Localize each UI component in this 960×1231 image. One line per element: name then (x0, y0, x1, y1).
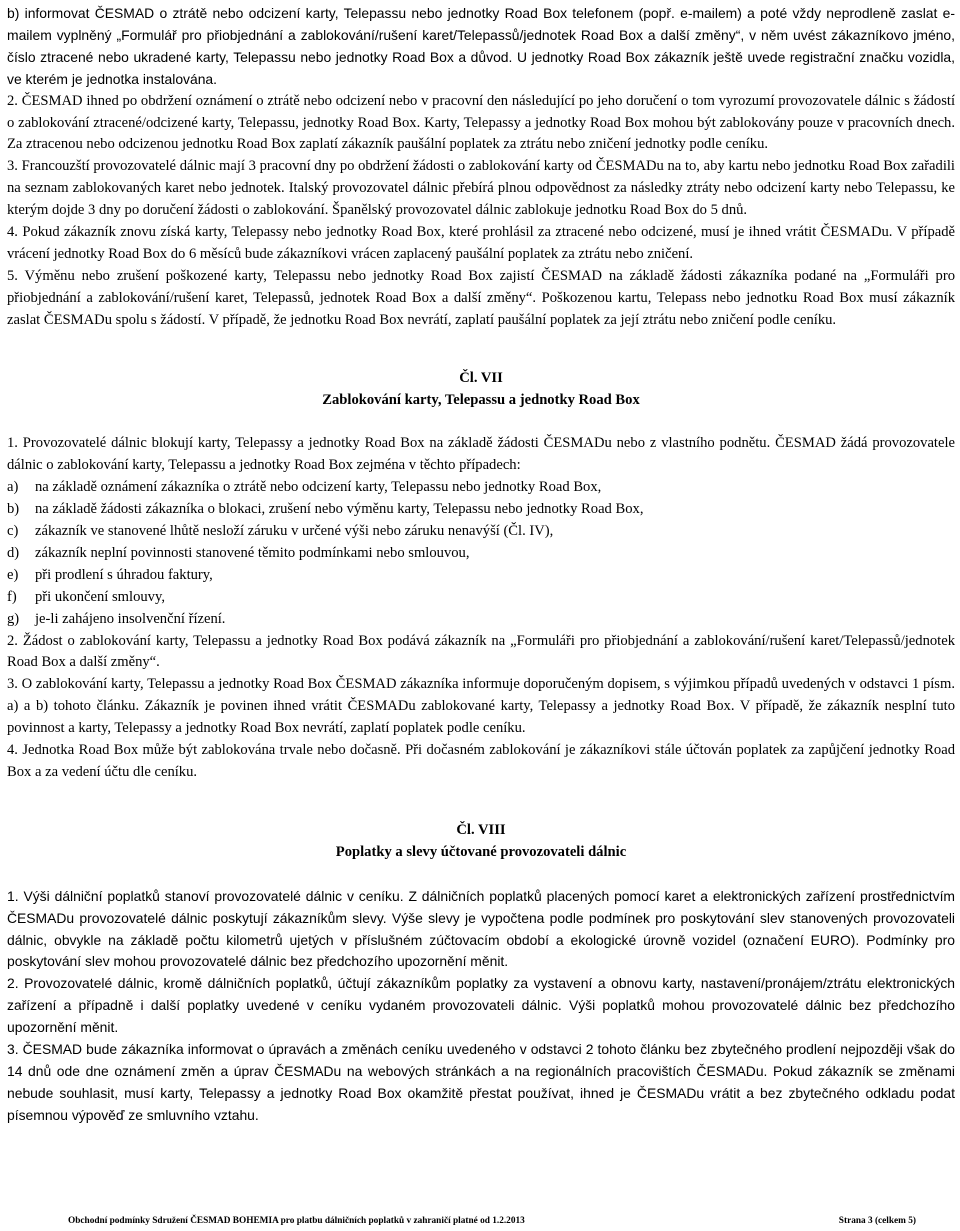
article-8-paragraph-3: 3. ČESMAD bude zákazníka informovat o úpravách a změnách ceníku uvedeného v odstavci 2 tohoto článku bez zbytečného prodlení nejpozději však do 14 dnů ode dne oznámení změn a úprav ČESMADu na webových stránkách a na regionálních pracovištích ČESMADu. Pokud zákazník se změnami nebude souhlasit, musí karty, Telepassy a jednotky Road Box okamžitě přestat používat, ihned je ČESMADu vrátit a bez zbytečného odkladu podat písemnou výpověď ze smluvního vztahu. (7, 1041, 955, 1123)
list-item (7, 477, 955, 499)
document-page (7, 3, 955, 1127)
list-item-text: při prodlení s úhradou faktury, (35, 566, 213, 583)
article-8-number: Čl. VIII (456, 821, 506, 838)
list-item-text: je-li zahájeno insolvenční řízení. (35, 610, 226, 627)
paragraph-b: b) informovat ČESMAD o ztrátě nebo odcizení karty, Telepassu nebo jednotky Road Box telefonem (popř. e-mailem) a poté vždy neprodleně zaslat e-mailem vyplněný „Formulář pro přiobjednání a zablokování/rušení karet/Telepassů/jednotek Road Box a další změny“, v něm uvést zákazníkovo jméno, číslo ztracené nebo ukradené karty, Telepassu nebo jednotky Road Box a důvod. U jednotky Road Box zákazník ještě uvede registrační značku vozidla, ve kterém je jednotka instalována. (7, 5, 955, 87)
footer-page-number: Strana 3 (celkem 5) (838, 1216, 916, 1226)
list-item-text: na základě oznámení zákazníka o ztrátě nebo odcizení karty, Telepassu nebo jednotky Road Box, (35, 479, 602, 496)
list-item-text: při ukončení smlouvy, (35, 588, 165, 605)
list-item (7, 499, 955, 521)
list-item-label: f) (7, 588, 17, 605)
list-item-text: zákazník neplní povinnosti stanovené těmito podmínkami nebo smlouvou, (35, 544, 470, 561)
article-7-paragraph-2: 2. Žádost o zablokování karty, Telepassu a jednotky Road Box podává zákazník na „Formuláři pro přiobjednání a zablokování/rušení karet/Telepassů/jednotek Road Box a další změny“. (7, 632, 955, 671)
article-7-title: Zablokování karty, Telepassu a jednotky Road Box (322, 391, 640, 408)
paragraph-2: 2. ČESMAD ihned po obdržení oznámení o ztrátě nebo odcizení nebo v pracovní den následující po jeho doručení o tom vyrozumí provozovatele dálnic s žádostí o zablokování ztracené/odcizené karty, Telepassu, jednotky Road Box. Karty, Telepassy a jednotky Road Box mohou být zablokovány pouze v pracovních dnech. Za ztracenou nebo odcizenou jednotku Road Box zaplatí zákazník paušální poplatek za ztrátu nebo zničení jednotky podle ceníku. (7, 92, 955, 153)
list-item-text: zákazník ve stanovené lhůtě nesloží záruku v určené výši nebo záruku nenavýší (Čl. IV), (35, 523, 554, 540)
article-8-title: Poplatky a slevy účtované provozovateli dálnic (335, 843, 627, 860)
list-item-text: na základě žádosti zákazníka o blokaci, zrušení nebo výměnu karty, Telepassu nebo jednotky Road Box, (35, 501, 644, 518)
list-item (7, 521, 955, 543)
list-item (7, 587, 955, 609)
paragraph-5: 5. Výměnu nebo zrušení poškozené karty, Telepassu nebo jednotky Road Box zajistí ČESMAD na základě žádosti zákazníka podané na „Formuláři pro přiobjednání a zablokování/rušení karet, Telepassů, jednotek Road Box a další změny“. Poškozenou kartu, Telepass nebo jednotku Road Box musí zákazník zaslat ČESMADu spolu s žádostí. V případě, že jednotku Road Box nevrátí, zaplatí paušální poplatek za její ztrátu nebo zničení podle ceníku. (7, 267, 955, 328)
article-7-number: Čl. VII (459, 369, 503, 386)
list-item (7, 565, 955, 587)
article-7-paragraph-4: 4. Jednotka Road Box může být zablokována trvale nebo dočasně. Při dočasném zablokování je zákazníkovi stále účtován poplatek za zapůjčení jednotky Road Box a za vedení účtu dle ceníku. (7, 742, 955, 780)
list-item-label: a) (7, 479, 19, 496)
article-8-paragraph-1: 1. Výši dálniční poplatků stanoví provozovatelé dálnic v ceníku. Z dálničních poplatků placených pomocí karet a elektronických zařízení prostřednictvím ČESMADu provozovatelé dálnic poskytují zákazníkům slevy. Výše slevy je vypočtena podle podmínek pro poskytování slev stanovených provozovateli dálnic, obvykle na základě počtu kilometrů ujetých v příslušném zúčtovacím období a ekologické úrovně vozidel (označení EURO). Podmínky pro poskytování slev mohou provozovatelé dálnic bez předchozího upozornění měnit. (7, 887, 955, 970)
list-item-label: b) (7, 501, 20, 518)
paragraph-4: 4. Pokud zákazník znovu získá karty, Telepassy nebo jednotky Road Box, které prohlásil za ztracené nebo odcizené, musí je ihned vrátit ČESMADu. V případě vrácení jednotky Road Box do 6 měsíců bude zákazníkovi vrácen zaplacený paušální poplatek za ztrátu nebo zničení. (7, 224, 955, 262)
article-8-paragraph-2: 2. Provozovatelé dálnic, kromě dálničních poplatků, účtují zákazníkům poplatky za vystavení a obnovu karty, nastavení/pronájem/ztrátu elektronických zařízení a případně i další poplatky uvedené v ceníku vydaném provozovateli dálnic. Výši poplatků mohou provozovatelé dálnic bez předchozího upozornění měnit. (7, 975, 955, 1036)
page-footer (68, 1215, 916, 1227)
article-7-paragraph-1: 1. Provozovatelé dálnic blokují karty, Telepassy a jednotky Road Box na základě žádosti ČESMADu nebo z vlastního podnětu. ČESMAD žádá provozovatele dálnic o zablokování karty, Telepassu a jednotky Road Box zejména v těchto případech: (7, 435, 955, 474)
list-item (7, 543, 955, 565)
list-item-label: g) (7, 610, 20, 627)
list-item-label: e) (7, 566, 19, 583)
paragraph-3: 3. Francouzští provozovatelé dálnic mají 3 pracovní dny po obdržení žádosti o zablokování karty od ČESMADu na to, aby kartu nebo jednotku Road Box zařadili na seznam zablokovaných karet nebo jednotek. Italský provozovatel dálnic přebírá plnou odpovědnost za následky ztráty nebo odcizení karty nebo Telepassu, ke kterým dojde 3 dny po doručení žádosti o zablokování. Španělský provozovatel dálnic zablokuje jednotku Road Box do 5 dnů. (7, 158, 955, 219)
article-7-paragraph-3: 3. O zablokování karty, Telepassu a jednotky Road Box ČESMAD zákazníka informuje doporučeným dopisem, s výjimkou případů uvedených v odstavci 1 písm. a) a b) tohoto článku. Zákazník je povinen ihned vrátit ČESMADu zablokované karty, Telepassy a jednotky Road Box. V případě, že zákazník nesplní tuto povinnost a karty, Telepassy a jednotky Road Box nevrátí, zaplatí poplatek podle ceníku. (7, 676, 955, 737)
list-item-label: d) (7, 544, 20, 561)
footer-document-title: Obchodní podmínky Sdružení ČESMAD BOHEMIA pro platbu dálničních poplatků v zahraničí platné od 1.2.2013 (68, 1216, 525, 1226)
list-item (7, 609, 955, 631)
list-item-label: c) (7, 523, 19, 540)
article-7-list (7, 477, 955, 630)
